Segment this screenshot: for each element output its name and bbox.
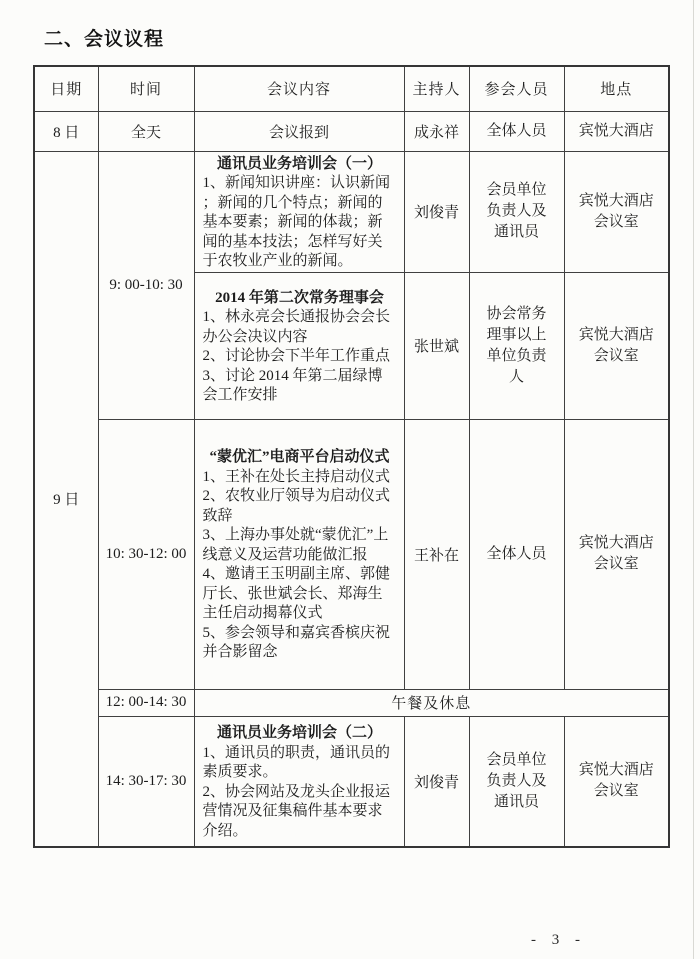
session-item: 2、讨论协会下半年工作重点 [202,348,391,364]
header-host: 主持人 [404,66,469,111]
session-item: 1、王补在处长主持启动仪式 [202,468,391,485]
council-content [194,272,404,419]
header-participants: 参会人员 [469,66,564,111]
header-time: 时间 [98,66,194,111]
session-item: 5、参会领导和嘉宾香槟庆祝并合影留念 [202,624,391,661]
launch-participants: 全体人员 [469,419,564,689]
table-header-row [34,66,669,111]
training1-time: 9: 00-10: 30 [98,151,194,419]
lunch-time: 12: 00-14: 30 [98,689,194,716]
registration-participants: 全体人员 [469,111,564,151]
row-registration [34,111,669,151]
training2-time: 14: 30-17: 30 [98,716,194,847]
registration-date: 8 日 [34,111,98,151]
training2-host: 刘俊青 [404,716,469,847]
row-training2 [34,716,669,847]
session-item: 3、讨论 2014 年第二届绿博会工作安排 [202,367,383,403]
session-item: 1、新闻知识讲座：认识新闻；新闻的几个特点；新闻的基本要素；新闻的体裁；新闻的基本技法；怎样写好关于农牧业产业的新闻。 [202,175,391,269]
row-lunch [34,689,669,716]
lunch-content: 午餐及休息 [194,689,669,716]
registration-host: 成永祥 [404,111,469,151]
training1-participants: 会员单位负责人及通讯员 [469,151,564,272]
page-title: 二、会议议程 [44,29,165,50]
launch-host: 王补在 [404,419,469,689]
session-item: 3、上海办事处就“蒙优汇”上线意义及运营功能做汇报 [202,527,389,563]
row-training1 [34,151,669,272]
header-location: 地点 [564,66,669,111]
launch-location: 宾悦大酒店会议室 [564,419,669,689]
launch-time: 10: 30-12: 00 [98,419,194,689]
row-launch [34,419,669,689]
header-content: 会议内容 [194,66,404,111]
session-item: 1、通讯员的职责，通讯员的素质要求。 [202,744,391,781]
scan-edge-line [693,0,694,959]
training1-location: 宾悦大酒店会议室 [564,151,669,272]
training1-content [194,151,404,272]
session-heading: “蒙优汇”电商平台启动仪式 [209,449,390,466]
training2-content [194,716,404,847]
page-number: - 3 - [531,932,586,948]
agenda-table [33,65,670,848]
session-item: 4、邀请王玉明副主席、郭健厅长、张世斌会长、郑海生主任启动揭幕仪式 [202,566,391,622]
training2-participants: 会员单位负责人及通讯员 [469,716,564,847]
session-item: 2、协会网站及龙头企业报运营情况及征集稿件基本要求介绍。 [202,783,391,839]
council-participants: 协会常务理事以上单位负责人 [469,272,564,419]
session-heading: 通讯员业务培训会（一） [216,155,382,172]
training2-location: 宾悦大酒店会议室 [564,716,669,847]
registration-location: 宾悦大酒店 [564,111,669,151]
training1-host: 刘俊青 [404,151,469,272]
launch-content [194,419,404,689]
session-heading: 通讯员业务培训会（二） [216,725,382,742]
council-host: 张世斌 [404,272,469,419]
session-heading: 2014 年第二次常务理事会 [215,289,384,306]
date-day9: 9 日 [34,151,98,847]
session-item: 2、农牧业厅领导为启动仪式致辞 [202,488,391,524]
registration-time: 全天 [98,111,194,151]
registration-content: 会议报到 [194,111,404,151]
council-location: 宾悦大酒店会议室 [564,272,669,419]
session-item: 1、林永亮会长通报协会会长办公会决议内容 [202,309,391,345]
header-date: 日期 [34,66,98,111]
